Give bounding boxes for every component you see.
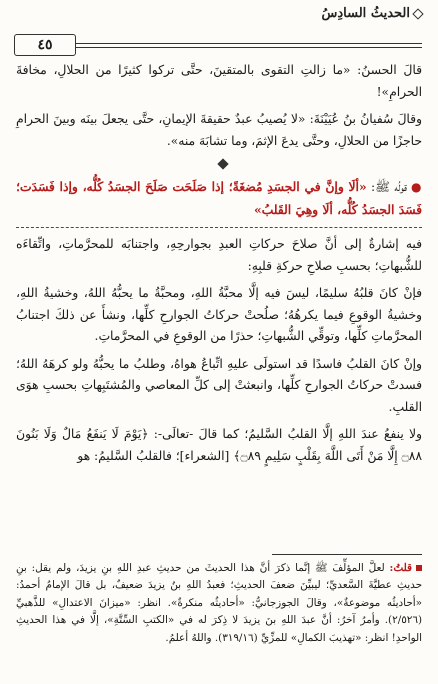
quote-underline <box>16 227 422 228</box>
footnote-text: لعلَّ المؤلِّفَ ﷺ إنَّما ذكرَ أنَّ هذا الحديثَ من حديثِ عبدِ اللهِ بنِ يزيدَ، ولم يقل: بنِ حديثِ عطيَّةَ السَّعديِّ؛ ليبيِّنَ ضعفَ الحديثِ؛ فعبدُ اللهِ بنُ يزيدَ ضعيفٌ، بل قالَ الإمامُ أحمدُ: «أحاديثُه موضوعةٌ»، وقالَ الجوزجانيُّ: «أحاديثُه منكرةٌ». انظر: «ميزانَ الاعتدالِ» للذَّهبيِّ (٢/٥٢٦). وأمرُ آخرُ: أنَّ عبدَ اللهِ بنَ يزيدَ لا ذِكرَ له في «الكتبِ السِّتَّةِ»، إلَّا في هذا الحديثِ الواحدِ! انظر: «تهذيبَ الكمالِ» للمزِّيِّ (٣١٩/١٦). واللهُ أعلمُ. <box>16 562 422 644</box>
ornament-icon <box>412 8 423 19</box>
paragraph-quran-verse: ولا ينفعُ عندَ اللهِ إلَّا القلبُ السَّليمُ؛ كما قالَ -تعالَى-: ﴿يَوْمَ لَا يَنفَعُ مَالٌ وَلَا بَنُونَ ۝٨٨ إِلَّا مَنْ أَتَى اللَّهَ بِقَلْبٍ سَلِيمٍ ۝٨٩﴾ [الشعراء]؛ فالقلبُ السَّليمُ: هو <box>16 427 422 463</box>
running-title-text: الحديثُ السادِسُ <box>321 6 410 21</box>
paragraph-hadith-quote <box>16 176 422 221</box>
hadith-intro: قولُه ﷺ: <box>366 180 408 194</box>
page-header <box>14 6 422 60</box>
header-rule-thin <box>76 47 422 48</box>
paragraph-sound-heart: فإنْ كانَ قلبُهُ سليمًا، ليسَ فيه إلَّا محبَّةُ اللهِ، ومحبَّةُ ما يحبُّهُ اللهُ، وخشيةُ اللهِ، وخشيةُ الوقوعِ فيما يكرهُهُ؛ صلُحتْ حركاتُ الجوارحِ كلِّها، ونشأَ عن ذلكَ اجتنابُ المحرَّماتِ كلِّها، وتوقِّي الشُّبهاتِ؛ حذرًا من الوقوعِ في المحرَّماتِ. <box>16 286 422 343</box>
footnote-rule <box>272 554 422 555</box>
page-body <box>16 60 422 473</box>
paragraph-sufyan: وقالَ سُفيانُ بنُ عُيَيْنَةَ: «لا يُصيبُ عبدٌ حقيقةَ الإيمانِ، حتَّى يجعلَ بينَه وبينَ الحرامِ حاجزًا من الحلالِ، وحتَّى يدعَ الإثمَ، وما تشابَهَ منه». <box>16 112 422 148</box>
footnote-label: قلتُ: <box>389 562 412 574</box>
bullet-icon: ● <box>411 180 422 194</box>
paragraph-hasan: قالَ الحسنُ: «ما زالتِ التقوى بالمتقينَ، حتَّى تركوا كثيرًا من الحلالِ، مخافةَ الحرامِ»! <box>16 63 422 99</box>
running-title <box>322 6 423 21</box>
paragraph-corrupt-heart: وإنْ كانَ القلبُ فاسدًا قد استولَى عليهِ اتِّباعُ هواهُ، وطلبُ ما يحبُّهُ ولو كرهَهُ اللهُ؛ فسدتْ حركاتُ الجوارحِ كلِّها، وانبعثتْ إلى كلِّ المعاصي والمُشتَبِهاتِ بحسبِ هوَى القلبِ. <box>16 356 422 414</box>
square-icon <box>416 565 422 571</box>
diamond-icon <box>217 158 228 169</box>
section-separator <box>16 158 422 172</box>
header-rule <box>76 43 422 44</box>
page-number: ٤٥ <box>14 34 76 56</box>
paragraph-indication: فيه إشارةٌ إلى أنَّ صلاحَ حركاتِ العبدِ بجوارحِهِ، واجتنابَه للمحرَّماتِ، واتِّقاءَه للشُّبهاتِ؛ بحسبِ صلاحِ حركةِ قلبِهِ: <box>16 237 422 273</box>
hadith-quote: «ألَا وإنَّ في الجسَدِ مُضغَةً؛ إذا صَلَحَت صَلَحَ الجسَدُ كُلُّه، وإذا فَسَدَت؛ فَسَدَ الجسَدُ كُلُّه، ألَا وهِيَ القَلبُ» <box>16 179 422 217</box>
footnote <box>16 560 422 647</box>
